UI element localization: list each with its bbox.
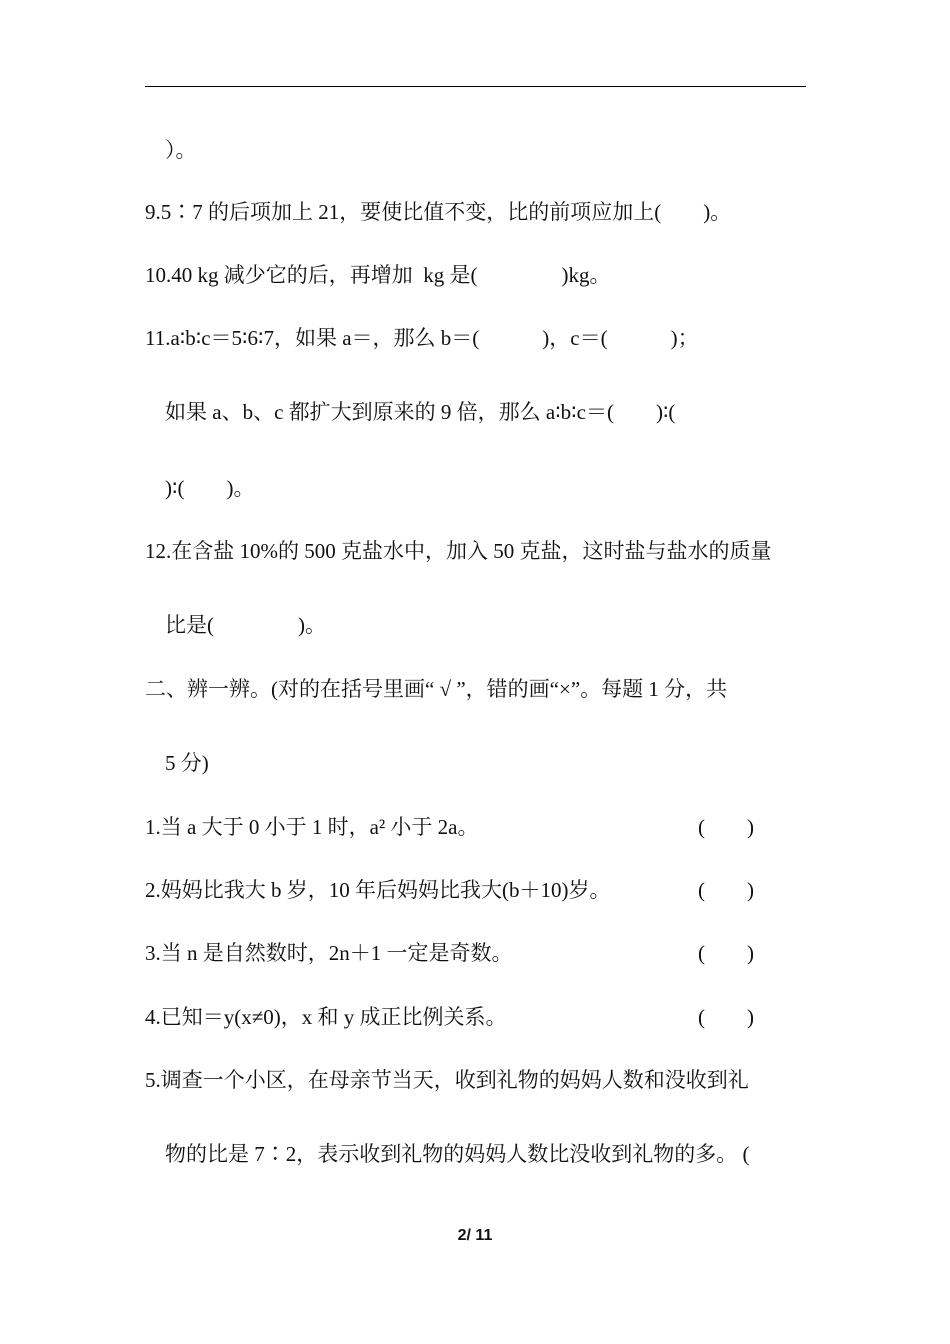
question-11-line-2: 如果 a、b、c 都扩大到原来的 9 倍，那么 a∶b∶c＝( )∶( [165,400,676,424]
answer-bracket: ( ) [698,941,754,965]
question-11-line-3: )∶( )。 [165,476,255,500]
question-11: 11.a∶b∶c＝5∶6∶7，如果 a＝，那么 b＝( )，c＝( )； [145,326,699,350]
header-rule [145,86,806,87]
section-heading-line-2: 5 分) [165,751,209,775]
judge-question-4: 4.已知＝y(x≠0)，x 和 y 成正比例关系。 [145,1005,507,1029]
answer-bracket: ( ) [698,1005,754,1029]
judge-question-3: 3.当 n 是自然数时，2n＋1 一定是奇数。 [145,941,513,965]
question-12: 12.在含盐 10%的 500 克盐水中，加入 50 克盐，这时盐与盐水的质量 [145,539,772,563]
question-12-line-2: 比是( )。 [165,613,326,637]
text-line: ）。 [165,138,197,162]
judge-question-2: 2.妈妈比我大 b 岁，10 年后妈妈比我大(b＋10)岁。 [145,878,611,902]
judge-question-5: 5.调查一个小区，在母亲节当天，收到礼物的妈妈人数和没收到礼 [145,1068,749,1092]
judge-question-1: 1.当 a 大于 0 小于 1 时，a² 小于 2a。 [145,815,479,839]
answer-bracket: ( ) [698,815,754,839]
section-heading: 二、辨一辨。(对的在括号里画“ √ ”，错的画“×”。每题 1 分，共 [145,677,728,701]
answer-bracket: ( ) [698,878,754,902]
judge-question-5-line-2: 物的比是 7∶2，表示收到礼物的妈妈人数比没收到礼物的多。 ( [165,1142,750,1166]
question-10: 10.40 kg 减少它的后，再增加 kg 是( )kg。 [145,263,611,287]
question-9: 9.5∶7 的后项加上 21，要使比值不变，比的前项应加上( )。 [145,200,732,224]
page-number: 2/ 11 [457,1227,493,1244]
